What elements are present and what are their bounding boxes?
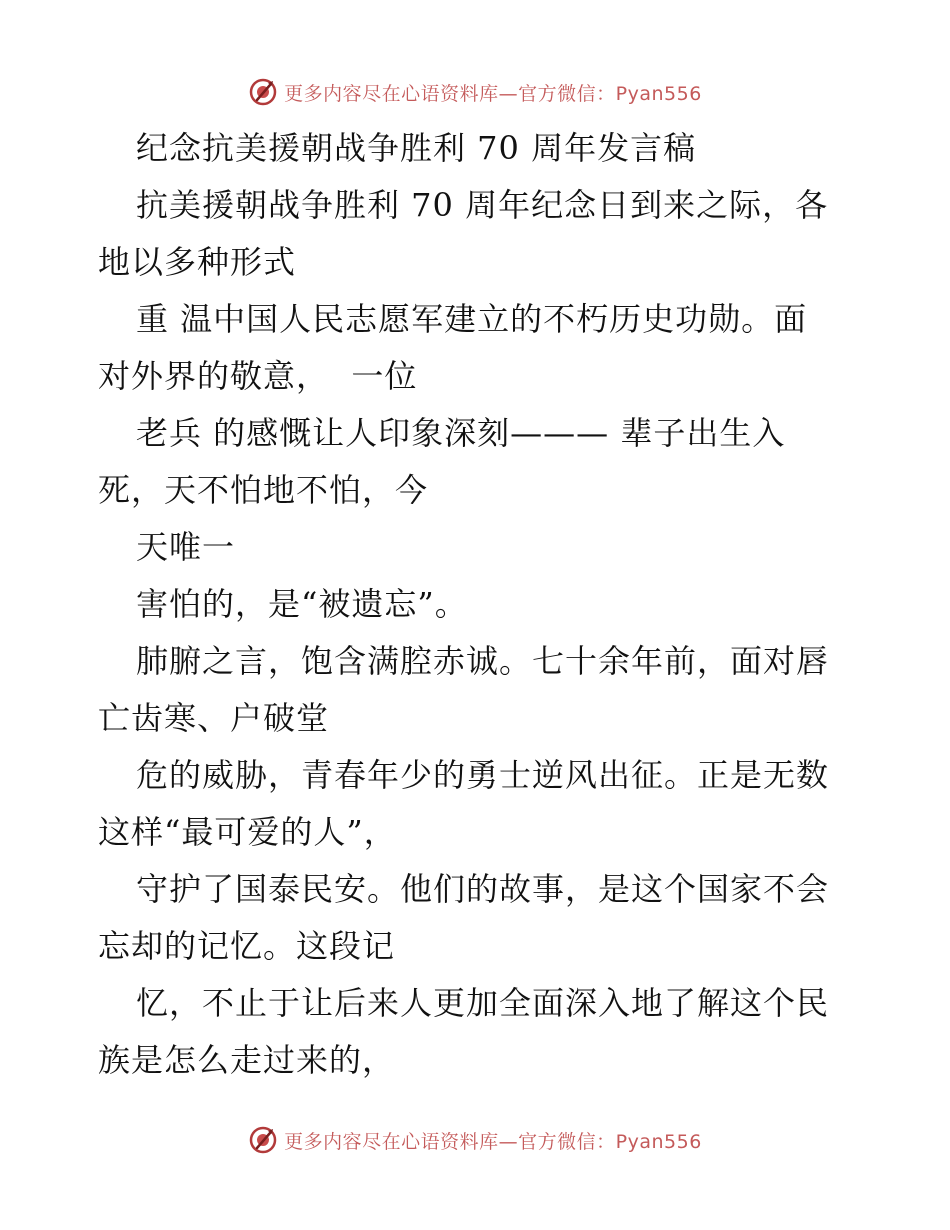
paragraph-line: 对外界的敬意， 一位 — [98, 357, 418, 395]
paragraph-line: 忘却的记忆。这段记 — [98, 927, 396, 965]
paragraph-line: 这样“最可爱的人”， — [98, 813, 397, 851]
paragraph-line: 地以多种形式 — [98, 243, 297, 281]
footer-banner — [0, 1120, 950, 1160]
paragraph-line: 害怕的，是“被遗忘”。 — [136, 585, 468, 623]
paragraph-line: 亡齿寒、户破堂 — [98, 699, 330, 737]
paragraph-line: 守护了国泰民安。他们的故事，是这个国家不会 — [136, 870, 830, 908]
paragraph-line: 肺腑之言，饱含满腔赤诚。七十余年前，面对唇 — [136, 642, 830, 680]
paragraph-line: 重 温中国人民志愿军建立的不朽历史功勋。面 — [136, 300, 808, 338]
paragraph-line: 天唯一 — [136, 528, 236, 566]
paragraph-line: 危的威胁，青春年少的勇士逆风出征。正是无数 — [136, 756, 830, 794]
pen-circle-logo-icon — [248, 1125, 278, 1155]
header-banner — [0, 72, 950, 112]
paragraph-line: 死，天不怕地不怕，今 — [98, 471, 429, 509]
footer-banner-text: 更多内容尽在心语资料库—官方微信：Pyan556 — [284, 1130, 702, 1153]
header-banner-text: 更多内容尽在心语资料库—官方微信：Pyan556 — [284, 82, 702, 105]
document-body — [98, 120, 858, 1089]
paragraph-line: 族是怎么走过来的， — [98, 1041, 396, 1079]
paragraph-line: 抗美援朝战争胜利 70 周年纪念日到来之际，各 — [136, 186, 829, 224]
paragraph-line: 老兵 的感慨让人印象深刻——— 辈子出生入 — [136, 414, 786, 452]
document-title: 纪念抗美援朝战争胜利 70 周年发言稿 — [136, 129, 697, 167]
paragraph-line: 忆，不止于让后来人更加全面深入地了解这个民 — [136, 984, 830, 1022]
pen-circle-logo-icon — [248, 77, 278, 107]
